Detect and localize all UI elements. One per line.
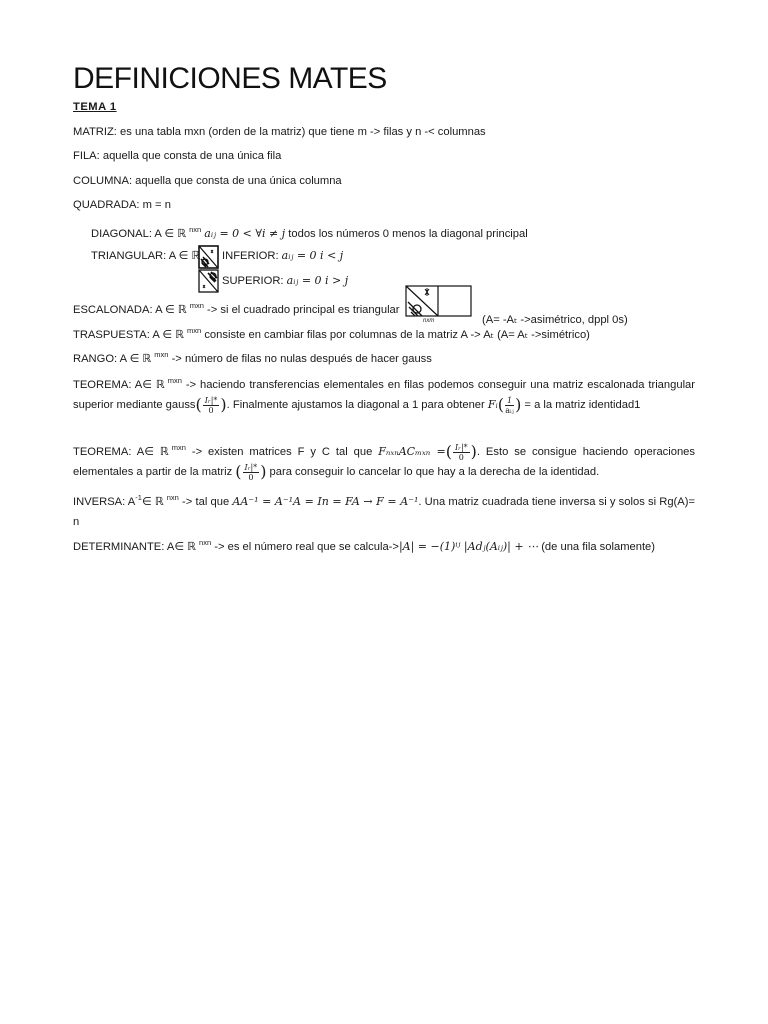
teorema2-frac-den-2: 0 bbox=[248, 472, 254, 482]
inversa-part2: . Una matriz cuadrada tiene inversa si y solos si Rg(A)= n bbox=[73, 496, 696, 528]
traspuesta-prefix: TRASPUESTA: A ∈ ℝ bbox=[73, 329, 185, 341]
determinante-formula: |A| = −(1)ⁱʲ |Adⱼ(Aᵢⱼ)| + ⋯ bbox=[398, 540, 539, 553]
rango-suffix: -> número de filas no nulas después de hacer gauss bbox=[171, 353, 432, 365]
teorema1-sup: mxn bbox=[167, 376, 182, 385]
def-teorema-2: TEOREMA: A∈ ℝ $^{mxn}$ -> existen matrices F y C tal que FₙₓₙACₘₓₙ =( $\frac{\text{Iᵣ|*}}{0}$ ). Esto se consigue haciendo operaciones elementales a partir de la matriz ( $\frac{\text{Iᵣ|*}}{0}$ ) para conseguir lo cancelar lo que hay a la derecha de la identidad. bbox=[73, 442, 696, 482]
rango-sup: mxn bbox=[154, 350, 169, 359]
def-inversa bbox=[73, 488, 695, 532]
def-teorema-1: TEOREMA: A∈ ℝ $^{mxn}$ -> haciendo transferencias elementales en filas podemos conseguir una matriz escalonada triangular superior mediante gauss( $\frac{\text{Iᵣ|*}}{0}$ ). Finalmente ajustamos la diagonal a 1 para obtener Fᵢ( $\frac{1}{\text{aᵢⱼ}}$ ) = a la matriz identidad1 bbox=[73, 376, 695, 415]
teorema1-frac-num: Iᵣ|* bbox=[204, 395, 218, 405]
teorema2-fraction-2 bbox=[243, 463, 260, 482]
def-fila: FILA: aquella que consta de una única fila bbox=[73, 150, 282, 162]
teorema1-frac-den: 0 bbox=[208, 405, 214, 415]
teorema2-fraction bbox=[453, 443, 470, 462]
teorema2-part1: -> existen matrices F y C tal que bbox=[191, 446, 373, 458]
inferior-label: INFERIOR: bbox=[222, 250, 279, 262]
def-quadrada: QUADRADA: m = n bbox=[73, 199, 171, 211]
escalonada-sup: mxn bbox=[189, 301, 204, 310]
teorema2-frac-den: 0 bbox=[458, 452, 464, 462]
escalonada-note: (A= -Aₜ ->asimétrico, dppl 0s) bbox=[482, 314, 628, 326]
triangular-superior bbox=[222, 274, 348, 288]
def-columna: COLUMNA: aquella que consta de una única columna bbox=[73, 175, 342, 187]
teorema2-sup: mxn bbox=[171, 443, 186, 452]
diagonal-prefix: DIAGONAL: A ∈ ℝ bbox=[91, 228, 187, 240]
triangular-sketch-icon bbox=[198, 245, 220, 295]
def-determinante bbox=[73, 536, 655, 554]
determinante-prefix: DETERMINANTE: A∈ ℝ bbox=[73, 541, 197, 553]
def-escalonada bbox=[73, 299, 400, 317]
escalonada-sketch-icon bbox=[405, 285, 473, 327]
rango-prefix: RANGO: A ∈ ℝ bbox=[73, 353, 152, 365]
def-diagonal bbox=[91, 223, 528, 241]
inversa-formula: AA⁻¹ = A⁻¹A = In = FA → F = A⁻¹ bbox=[232, 495, 419, 508]
superior-formula: aᵢⱼ = 0 i > j bbox=[286, 274, 349, 287]
teorema1-fraction bbox=[203, 396, 220, 415]
inversa-prefix: INVERSA: A bbox=[73, 496, 136, 508]
escalonada-prefix: ESCALONADA: A ∈ ℝ bbox=[73, 304, 187, 316]
triangular-inferior bbox=[222, 249, 343, 263]
superior-label: SUPERIOR: bbox=[222, 275, 284, 287]
teorema2-frac-num: Iᵣ|* bbox=[455, 442, 468, 452]
teorema2-part2: . Esto se consigue haciendo operaciones elementales a partir de la matriz bbox=[73, 446, 696, 479]
inversa-mid: ∈ ℝ bbox=[141, 496, 164, 508]
teorema2-frac-num-2: Iᵣ|* bbox=[244, 462, 258, 472]
traspuesta-suffix: consiste en cambiar filas por columnas de la matriz A -> Aₜ (A= Aₜ ->simétrico) bbox=[204, 329, 590, 341]
teorema1-prefix: TEOREMA: A∈ ℝ bbox=[73, 379, 165, 391]
escalonada-sketch-label: nxm bbox=[423, 318, 435, 324]
teorema1-f-num: 1 bbox=[506, 395, 513, 405]
diagonal-sup: nxn bbox=[189, 225, 202, 234]
teorema1-f-symbol: Fᵢ bbox=[487, 398, 498, 411]
inferior-formula: aᵢⱼ = 0 i < j bbox=[281, 249, 344, 262]
def-rango bbox=[73, 348, 432, 366]
diagonal-formula: aᵢⱼ = 0 < ∀i ≠ j bbox=[204, 227, 286, 240]
inversa-prefix-sup: -1 bbox=[135, 493, 142, 502]
def-triangular bbox=[91, 249, 200, 263]
teorema1-f-den: aᵢⱼ bbox=[505, 405, 514, 415]
teorema2-prefix: TEOREMA: A∈ ℝ bbox=[73, 446, 169, 458]
teorema1-part3: = a la matriz identidad1 bbox=[524, 399, 641, 411]
def-matriz: MATRIZ: es una tabla mxn (orden de la matriz) que tiene m -> filas y n -< columnas bbox=[73, 126, 486, 138]
triangular-prefix: TRIANGULAR: A ∈ ℝ bbox=[91, 250, 201, 262]
diagonal-suffix: todos los números 0 menos la diagonal principal bbox=[288, 228, 528, 240]
escalonada-suffix: -> si el cuadrado principal es triangular bbox=[207, 304, 400, 316]
section-heading: TEMA 1 bbox=[73, 101, 117, 113]
teorema2-part3: para conseguir lo cancelar lo que hay a la derecha de la identidad. bbox=[269, 466, 600, 479]
page-title: DEFINICIONES MATES bbox=[73, 62, 387, 95]
teorema2-formula: FₙₓₙACₘₓₙ = bbox=[378, 445, 446, 458]
determinante-part1: -> es el número real que se calcula-> bbox=[214, 541, 399, 553]
inversa-part1: -> tal que bbox=[182, 496, 230, 508]
teorema1-part1: -> haciendo transferencias elementales en filas podemos conseguir una matriz escalonada triangular superior mediante gauss bbox=[73, 379, 695, 411]
def-traspuesta bbox=[73, 324, 590, 342]
traspuesta-sup: mxn bbox=[187, 326, 202, 335]
teorema1-part2: . Finalmente ajustamos la diagonal a 1 para obtener bbox=[226, 399, 485, 411]
teorema1-f-fraction bbox=[505, 396, 514, 415]
inversa-sup: nxn bbox=[166, 493, 179, 502]
determinante-part2: (de una fila solamente) bbox=[541, 541, 656, 553]
determinante-sup: nxn bbox=[199, 538, 212, 547]
